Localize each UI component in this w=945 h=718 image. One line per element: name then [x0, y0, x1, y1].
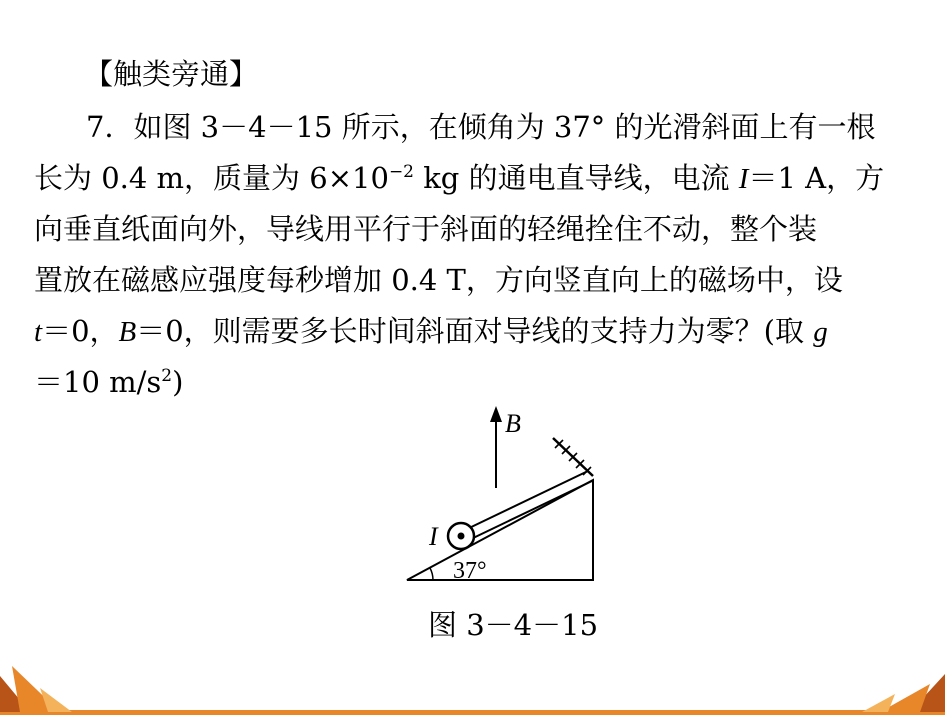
problem-line-5: t＝0，B＝0，则需要多长时间斜面对导线的支持力为零？(取 g	[34, 314, 828, 348]
problem-line-3: 向垂直纸面向外，导线用平行于斜面的轻绳拴住不动，整个装	[34, 212, 818, 246]
problem-line-4: 置放在磁感应强度每秒增加 0.4 T，方向竖直向上的磁场中，设	[34, 263, 843, 297]
problem-text	[34, 102, 914, 408]
problem-line-1: 7．如图 3－4－15 所示，在倾角为 37° 的光滑斜面上有一根	[86, 110, 876, 144]
incline-figure	[395, 398, 625, 598]
section-heading: 【触类旁通】	[84, 57, 259, 91]
angle-arc	[430, 568, 433, 580]
rope	[465, 471, 588, 530]
angle-label: 37°	[453, 558, 487, 584]
current-label: I	[429, 522, 438, 551]
problem-line-2: 长为 0.4 m，质量为 $6\times 10^{-2}$ kg 的通电直导线，电流 I＝1 A，方	[34, 161, 885, 195]
decorative-bottom-band	[0, 660, 945, 718]
wire-cross-section	[448, 523, 474, 549]
figure-caption: 图 3－4－15	[428, 608, 599, 642]
wall-support	[553, 438, 593, 476]
field-arrow	[490, 406, 502, 488]
problem-line-6: ＝10 $m/s^2$)	[34, 365, 184, 399]
field-label: B	[505, 409, 521, 438]
